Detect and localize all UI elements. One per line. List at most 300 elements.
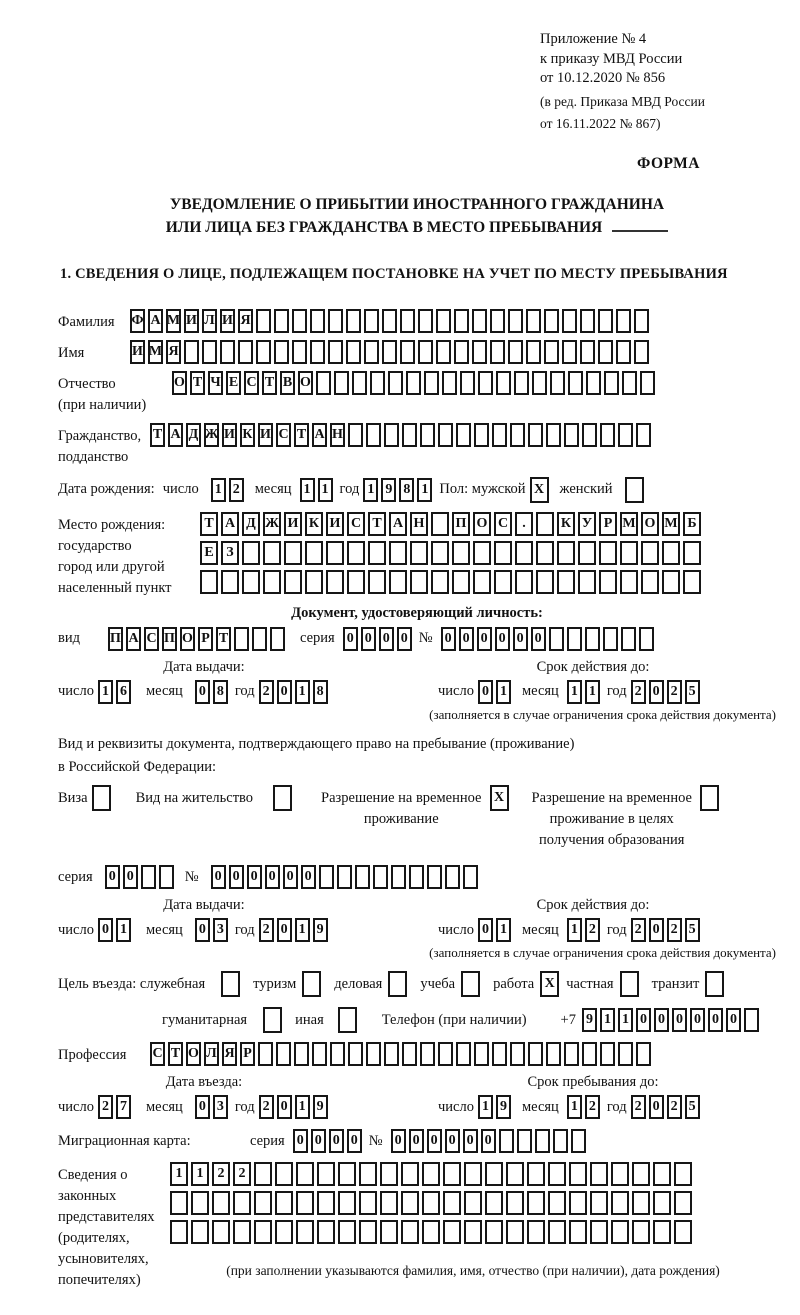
form-cell[interactable]: 0: [98, 918, 113, 942]
form-cell[interactable]: [705, 971, 724, 997]
residence-valid-day-cells[interactable]: [478, 918, 514, 942]
form-cell[interactable]: 3: [213, 1095, 228, 1119]
form-cell[interactable]: [532, 371, 547, 395]
form-cell[interactable]: [348, 423, 363, 447]
surname-cells[interactable]: [130, 309, 652, 333]
form-cell[interactable]: 2: [212, 1162, 230, 1186]
form-cell[interactable]: [620, 971, 639, 997]
form-cell[interactable]: [549, 627, 564, 651]
form-cell[interactable]: [401, 1162, 419, 1186]
form-cell[interactable]: [622, 371, 637, 395]
form-cell[interactable]: 2: [667, 918, 682, 942]
form-cell[interactable]: [744, 1008, 759, 1032]
form-cell[interactable]: [473, 541, 491, 565]
entry-year-cells[interactable]: [259, 1095, 331, 1119]
form-cell[interactable]: И: [130, 340, 145, 364]
form-cell[interactable]: [611, 1191, 629, 1215]
form-cell[interactable]: [418, 340, 433, 364]
form-cell[interactable]: С: [150, 1042, 165, 1066]
entry-month-cells[interactable]: [195, 1095, 231, 1119]
form-cell[interactable]: [653, 1191, 671, 1215]
form-cell[interactable]: [316, 371, 331, 395]
form-cell[interactable]: Р: [240, 1042, 255, 1066]
form-cell[interactable]: [485, 1191, 503, 1215]
form-cell[interactable]: 0: [481, 1129, 496, 1153]
form-cell[interactable]: [443, 1220, 461, 1244]
form-cell[interactable]: 9: [496, 1095, 511, 1119]
form-cell[interactable]: [263, 541, 281, 565]
form-cell[interactable]: [422, 1162, 440, 1186]
form-cell[interactable]: [473, 570, 491, 594]
form-cell[interactable]: [200, 570, 218, 594]
form-cell[interactable]: [598, 309, 613, 333]
doc-series-cells[interactable]: [343, 627, 415, 651]
form-cell[interactable]: [454, 309, 469, 333]
form-cell[interactable]: [254, 1191, 272, 1215]
form-cell[interactable]: [590, 1191, 608, 1215]
form-cell[interactable]: 0: [211, 865, 226, 889]
form-cell[interactable]: 1: [567, 680, 582, 704]
form-cell[interactable]: [641, 541, 659, 565]
form-cell[interactable]: [562, 340, 577, 364]
form-cell[interactable]: В: [280, 371, 295, 395]
form-cell[interactable]: 0: [478, 918, 493, 942]
form-cell[interactable]: [305, 541, 323, 565]
form-cell[interactable]: [388, 371, 403, 395]
form-cell[interactable]: Н: [410, 512, 428, 536]
purpose-private-checkbox[interactable]: [620, 971, 642, 997]
form-cell[interactable]: [634, 309, 649, 333]
form-cell[interactable]: [370, 371, 385, 395]
form-cell[interactable]: [380, 1191, 398, 1215]
form-cell[interactable]: И: [184, 309, 199, 333]
form-cell[interactable]: [258, 1042, 273, 1066]
form-cell[interactable]: [580, 340, 595, 364]
migration-number-cells[interactable]: [391, 1129, 589, 1153]
form-cell[interactable]: [317, 1162, 335, 1186]
form-cell[interactable]: [478, 371, 493, 395]
form-cell[interactable]: 0: [445, 1129, 460, 1153]
stay-month-cells[interactable]: [567, 1095, 603, 1119]
form-cell[interactable]: 2: [631, 680, 646, 704]
form-cell[interactable]: [364, 309, 379, 333]
purpose-other-checkbox[interactable]: [338, 1007, 360, 1033]
form-cell[interactable]: [454, 340, 469, 364]
form-cell[interactable]: [347, 541, 365, 565]
form-cell[interactable]: [436, 340, 451, 364]
form-cell[interactable]: [544, 309, 559, 333]
form-cell[interactable]: [338, 1007, 357, 1033]
form-cell[interactable]: К: [240, 423, 255, 447]
form-cell[interactable]: [582, 423, 597, 447]
doc-number-cells[interactable]: [441, 627, 657, 651]
form-cell[interactable]: [270, 627, 285, 651]
form-cell[interactable]: Т: [216, 627, 231, 651]
form-cell[interactable]: [564, 423, 579, 447]
form-cell[interactable]: [496, 371, 511, 395]
edu-permit-checkbox[interactable]: [700, 785, 722, 811]
form-cell[interactable]: М: [620, 512, 638, 536]
form-cell[interactable]: 0: [513, 627, 528, 651]
birth-place-row2-cells[interactable]: [200, 541, 704, 565]
form-cell[interactable]: [296, 1162, 314, 1186]
form-cell[interactable]: [410, 541, 428, 565]
form-cell[interactable]: [662, 541, 680, 565]
form-cell[interactable]: [590, 1220, 608, 1244]
form-cell[interactable]: [238, 340, 253, 364]
profession-cells[interactable]: [150, 1042, 654, 1066]
form-cell[interactable]: [641, 570, 659, 594]
form-cell[interactable]: 1: [567, 918, 582, 942]
form-cell[interactable]: [402, 1042, 417, 1066]
form-cell[interactable]: [352, 371, 367, 395]
form-cell[interactable]: 0: [397, 627, 412, 651]
form-cell[interactable]: Ч: [208, 371, 223, 395]
form-cell[interactable]: 0: [277, 680, 292, 704]
form-cell[interactable]: X: [530, 477, 549, 503]
representatives-row3-cells[interactable]: [170, 1220, 695, 1244]
form-cell[interactable]: [578, 541, 596, 565]
form-cell[interactable]: 1: [295, 680, 310, 704]
form-cell[interactable]: [499, 1129, 514, 1153]
form-cell[interactable]: А: [126, 627, 141, 651]
form-cell[interactable]: [276, 1042, 291, 1066]
form-cell[interactable]: 8: [313, 680, 328, 704]
form-cell[interactable]: 0: [495, 627, 510, 651]
form-cell[interactable]: [191, 1220, 209, 1244]
form-cell[interactable]: [598, 340, 613, 364]
form-cell[interactable]: [202, 340, 217, 364]
form-cell[interactable]: [546, 1042, 561, 1066]
form-cell[interactable]: 0: [441, 627, 456, 651]
form-cell[interactable]: [452, 541, 470, 565]
identity-issue-year-cells[interactable]: [259, 680, 331, 704]
form-cell[interactable]: [514, 371, 529, 395]
form-cell[interactable]: [347, 570, 365, 594]
form-cell[interactable]: М: [148, 340, 163, 364]
form-cell[interactable]: [683, 541, 701, 565]
form-cell[interactable]: Т: [368, 512, 386, 536]
form-cell[interactable]: [159, 865, 174, 889]
form-cell[interactable]: [317, 1220, 335, 1244]
form-cell[interactable]: С: [494, 512, 512, 536]
form-cell[interactable]: [464, 1220, 482, 1244]
form-cell[interactable]: [221, 971, 240, 997]
form-cell[interactable]: [621, 627, 636, 651]
form-cell[interactable]: [564, 1042, 579, 1066]
form-cell[interactable]: [312, 1042, 327, 1066]
form-cell[interactable]: [526, 340, 541, 364]
form-cell[interactable]: Т: [200, 512, 218, 536]
form-cell[interactable]: 0: [649, 1095, 664, 1119]
form-cell[interactable]: Б: [683, 512, 701, 536]
form-cell[interactable]: [527, 1191, 545, 1215]
form-cell[interactable]: А: [312, 423, 327, 447]
residence-number-cells[interactable]: [211, 865, 481, 889]
form-cell[interactable]: [553, 1129, 568, 1153]
form-cell[interactable]: Т: [190, 371, 205, 395]
form-cell[interactable]: [548, 1191, 566, 1215]
residence-issue-day-cells[interactable]: [98, 918, 134, 942]
form-cell[interactable]: [494, 541, 512, 565]
form-cell[interactable]: 0: [195, 918, 210, 942]
doc-kind-cells[interactable]: [108, 627, 288, 651]
form-cell[interactable]: [494, 570, 512, 594]
form-cell[interactable]: [319, 865, 334, 889]
form-cell[interactable]: [536, 541, 554, 565]
form-cell[interactable]: [586, 371, 601, 395]
form-cell[interactable]: [410, 570, 428, 594]
form-cell[interactable]: [490, 309, 505, 333]
form-cell[interactable]: 7: [116, 1095, 131, 1119]
form-cell[interactable]: 0: [247, 865, 262, 889]
form-cell[interactable]: Л: [202, 309, 217, 333]
residence-series-cells[interactable]: [105, 865, 177, 889]
form-cell[interactable]: [184, 340, 199, 364]
form-cell[interactable]: 0: [463, 1129, 478, 1153]
form-cell[interactable]: [389, 570, 407, 594]
form-cell[interactable]: [639, 627, 654, 651]
sex-female-checkbox[interactable]: [625, 477, 647, 503]
form-cell[interactable]: 0: [105, 865, 120, 889]
residence-issue-month-cells[interactable]: [195, 918, 231, 942]
form-cell[interactable]: 0: [229, 865, 244, 889]
form-cell[interactable]: 0: [654, 1008, 669, 1032]
form-cell[interactable]: П: [162, 627, 177, 651]
form-cell[interactable]: [546, 423, 561, 447]
form-cell[interactable]: [548, 1220, 566, 1244]
form-cell[interactable]: А: [168, 423, 183, 447]
stay-day-cells[interactable]: [478, 1095, 514, 1119]
form-cell[interactable]: 5: [685, 918, 700, 942]
form-cell[interactable]: [582, 1042, 597, 1066]
form-cell[interactable]: [401, 1220, 419, 1244]
form-cell[interactable]: [674, 1191, 692, 1215]
stay-year-cells[interactable]: [631, 1095, 703, 1119]
purpose-tourism-checkbox[interactable]: [302, 971, 324, 997]
form-cell[interactable]: 0: [391, 1129, 406, 1153]
form-cell[interactable]: [508, 340, 523, 364]
form-cell[interactable]: [366, 1042, 381, 1066]
form-cell[interactable]: [510, 1042, 525, 1066]
form-cell[interactable]: [445, 865, 460, 889]
form-cell[interactable]: [275, 1162, 293, 1186]
form-cell[interactable]: 0: [649, 918, 664, 942]
form-cell[interactable]: [273, 785, 292, 811]
form-cell[interactable]: [220, 340, 235, 364]
form-cell[interactable]: [567, 627, 582, 651]
form-cell[interactable]: 1: [478, 1095, 493, 1119]
form-cell[interactable]: 1: [567, 1095, 582, 1119]
form-cell[interactable]: [436, 309, 451, 333]
form-cell[interactable]: Т: [262, 371, 277, 395]
form-cell[interactable]: Т: [150, 423, 165, 447]
form-cell[interactable]: [233, 1191, 251, 1215]
form-cell[interactable]: [389, 541, 407, 565]
form-cell[interactable]: [401, 1191, 419, 1215]
form-cell[interactable]: [402, 423, 417, 447]
form-cell[interactable]: 0: [195, 1095, 210, 1119]
form-cell[interactable]: И: [220, 309, 235, 333]
form-cell[interactable]: И: [222, 423, 237, 447]
form-cell[interactable]: [443, 1191, 461, 1215]
citizenship-cells[interactable]: [150, 423, 654, 447]
form-cell[interactable]: 0: [478, 680, 493, 704]
form-cell[interactable]: [382, 309, 397, 333]
form-cell[interactable]: 0: [361, 627, 376, 651]
form-cell[interactable]: [526, 309, 541, 333]
form-cell[interactable]: К: [557, 512, 575, 536]
form-cell[interactable]: [296, 1220, 314, 1244]
form-cell[interactable]: [562, 309, 577, 333]
form-cell[interactable]: 0: [636, 1008, 651, 1032]
form-cell[interactable]: [330, 1042, 345, 1066]
form-cell[interactable]: [359, 1162, 377, 1186]
form-cell[interactable]: [256, 340, 271, 364]
form-cell[interactable]: [422, 1220, 440, 1244]
form-cell[interactable]: 0: [347, 1129, 362, 1153]
form-cell[interactable]: [328, 340, 343, 364]
form-cell[interactable]: [510, 423, 525, 447]
form-cell[interactable]: [464, 1162, 482, 1186]
form-cell[interactable]: О: [473, 512, 491, 536]
form-cell[interactable]: [527, 1220, 545, 1244]
form-cell[interactable]: [400, 309, 415, 333]
birth-day-cells[interactable]: [211, 478, 247, 502]
form-cell[interactable]: [585, 627, 600, 651]
form-cell[interactable]: 5: [685, 680, 700, 704]
form-cell[interactable]: 2: [259, 918, 274, 942]
form-cell[interactable]: [557, 570, 575, 594]
form-cell[interactable]: X: [540, 971, 559, 997]
form-cell[interactable]: [438, 1042, 453, 1066]
form-cell[interactable]: П: [452, 512, 470, 536]
form-cell[interactable]: [263, 1007, 282, 1033]
form-cell[interactable]: [438, 423, 453, 447]
form-cell[interactable]: [326, 541, 344, 565]
form-cell[interactable]: [616, 309, 631, 333]
form-cell[interactable]: 0: [301, 865, 316, 889]
form-cell[interactable]: [292, 309, 307, 333]
form-cell[interactable]: [380, 1220, 398, 1244]
form-cell[interactable]: 2: [233, 1162, 251, 1186]
form-cell[interactable]: [535, 1129, 550, 1153]
form-cell[interactable]: 1: [98, 680, 113, 704]
form-cell[interactable]: А: [221, 512, 239, 536]
form-cell[interactable]: [632, 1220, 650, 1244]
form-cell[interactable]: [418, 309, 433, 333]
form-cell[interactable]: [427, 865, 442, 889]
form-cell[interactable]: Я: [222, 1042, 237, 1066]
form-cell[interactable]: [346, 340, 361, 364]
form-cell[interactable]: [683, 570, 701, 594]
form-cell[interactable]: С: [276, 423, 291, 447]
form-cell[interactable]: [346, 309, 361, 333]
form-cell[interactable]: 9: [313, 1095, 328, 1119]
form-cell[interactable]: [472, 309, 487, 333]
form-cell[interactable]: [234, 627, 249, 651]
form-cell[interactable]: 0: [265, 865, 280, 889]
form-cell[interactable]: М: [662, 512, 680, 536]
entry-day-cells[interactable]: [98, 1095, 134, 1119]
form-cell[interactable]: [294, 1042, 309, 1066]
form-cell[interactable]: [616, 340, 631, 364]
representatives-row1-cells[interactable]: [170, 1162, 695, 1186]
form-cell[interactable]: [674, 1162, 692, 1186]
form-cell[interactable]: [653, 1162, 671, 1186]
form-cell[interactable]: Я: [238, 309, 253, 333]
form-cell[interactable]: [212, 1220, 230, 1244]
form-cell[interactable]: [580, 309, 595, 333]
form-cell[interactable]: 1: [600, 1008, 615, 1032]
given-name-cells[interactable]: [130, 340, 652, 364]
form-cell[interactable]: [409, 865, 424, 889]
form-cell[interactable]: 1: [363, 478, 378, 502]
form-cell[interactable]: [492, 1042, 507, 1066]
form-cell[interactable]: 0: [343, 627, 358, 651]
form-cell[interactable]: 2: [631, 918, 646, 942]
birth-place-row3-cells[interactable]: [200, 570, 704, 594]
phone-digit-cells[interactable]: [582, 1008, 762, 1032]
form-cell[interactable]: [506, 1162, 524, 1186]
sex-male-checkbox[interactable]: [530, 477, 552, 503]
form-cell[interactable]: [557, 541, 575, 565]
form-cell[interactable]: [536, 512, 554, 536]
form-cell[interactable]: О: [186, 1042, 201, 1066]
form-cell[interactable]: [382, 340, 397, 364]
form-cell[interactable]: [284, 570, 302, 594]
form-cell[interactable]: [420, 1042, 435, 1066]
form-cell[interactable]: Р: [198, 627, 213, 651]
form-cell[interactable]: X: [490, 785, 509, 811]
form-cell[interactable]: 1: [295, 918, 310, 942]
form-cell[interactable]: 2: [585, 918, 600, 942]
form-cell[interactable]: [604, 371, 619, 395]
identity-valid-month-cells[interactable]: [567, 680, 603, 704]
form-cell[interactable]: 2: [259, 1095, 274, 1119]
form-cell[interactable]: [305, 570, 323, 594]
form-cell[interactable]: [400, 340, 415, 364]
form-cell[interactable]: А: [148, 309, 163, 333]
purpose-study-checkbox[interactable]: [461, 971, 483, 997]
form-cell[interactable]: И: [258, 423, 273, 447]
form-cell[interactable]: 1: [417, 478, 432, 502]
form-cell[interactable]: [508, 309, 523, 333]
form-cell[interactable]: 0: [427, 1129, 442, 1153]
form-cell[interactable]: 1: [211, 478, 226, 502]
form-cell[interactable]: К: [305, 512, 323, 536]
form-cell[interactable]: [92, 785, 111, 811]
form-cell[interactable]: [263, 570, 281, 594]
form-cell[interactable]: [492, 423, 507, 447]
form-cell[interactable]: [600, 1042, 615, 1066]
form-cell[interactable]: [338, 1162, 356, 1186]
birth-month-cells[interactable]: [300, 478, 336, 502]
temp-permit-checkbox[interactable]: [490, 785, 512, 811]
form-cell[interactable]: [242, 570, 260, 594]
form-cell[interactable]: [618, 1042, 633, 1066]
form-cell[interactable]: [368, 541, 386, 565]
form-cell[interactable]: [611, 1220, 629, 1244]
form-cell[interactable]: [620, 541, 638, 565]
form-cell[interactable]: [443, 1162, 461, 1186]
form-cell[interactable]: [528, 423, 543, 447]
form-cell[interactable]: [431, 512, 449, 536]
form-cell[interactable]: 2: [98, 1095, 113, 1119]
form-cell[interactable]: 0: [649, 680, 664, 704]
form-cell[interactable]: 0: [329, 1129, 344, 1153]
form-cell[interactable]: Ф: [130, 309, 145, 333]
